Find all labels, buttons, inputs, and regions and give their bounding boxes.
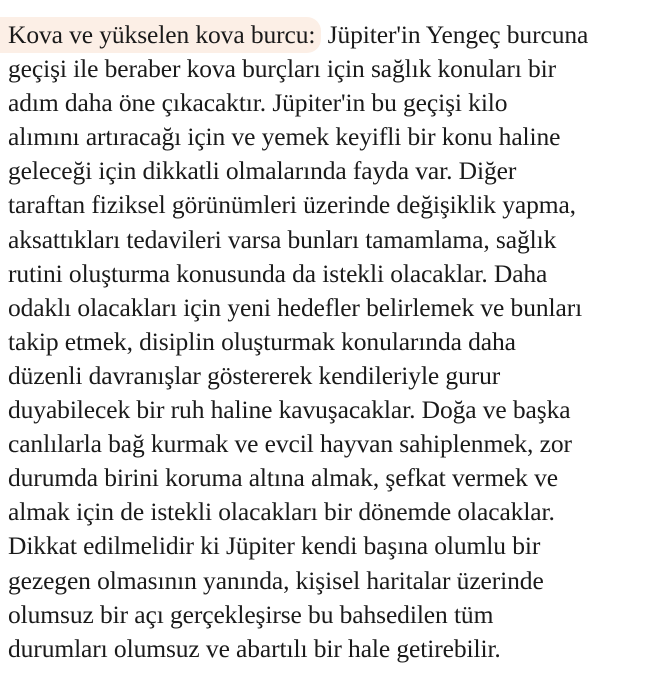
paragraph-line: geleceği için dikkatli olmalarında fayda var. Diğer <box>8 156 517 186</box>
paragraph-line: geçişi ile beraber kova burçları için sağlık konuları bir <box>8 54 557 84</box>
paragraph-line: almak için de istekli olacakları bir dönemde olacaklar. <box>8 497 555 527</box>
highlighted-heading: Kova ve yükselen kova burcu: <box>0 17 321 53</box>
paragraph-line-1 <box>8 18 648 52</box>
paragraph-line: durumda birini koruma altına almak, şefkat vermek ve <box>8 463 558 493</box>
paragraph-line: gezegen olmasının yanında, kişisel haritalar üzerinde <box>8 565 544 595</box>
paragraph-line: olumsuz bir açı gerçekleşirse bu bahsedilen tüm <box>8 599 494 629</box>
paragraph-line: duyabilecek bir ruh haline kavuşacaklar. Doğa ve başka <box>8 395 571 425</box>
article-paragraph <box>8 18 648 666</box>
paragraph-line: canlılarla bağ kurmak ve evcil hayvan sahiplenmek, zor <box>8 429 572 459</box>
paragraph-line: düzenli davranışlar göstererek kendileriyle gurur <box>8 360 501 390</box>
paragraph-line: durumları olumsuz ve abartılı bir hale getirebilir. <box>8 633 501 663</box>
paragraph-line: takip etmek, disiplin oluşturmak konularında daha <box>8 326 516 356</box>
paragraph-line: Dikkat edilmelidir ki Jüpiter kendi başına olumlu bir <box>8 531 541 561</box>
paragraph-line: alımını artıracağı için ve yemek keyifli bir konu haline <box>8 122 561 152</box>
paragraph-line: adım daha öne çıkacaktır. Jüpiter'in bu geçişi kilo <box>8 88 508 118</box>
paragraph-line: taraftan fiziksel görünümleri üzerinde değişiklik yapma, <box>8 190 576 220</box>
paragraph-line: rutini oluşturma konusunda da istekli olacaklar. Daha <box>8 258 548 288</box>
paragraph-line: aksattıkları tedavileri varsa bunları tamamlama, sağlık <box>8 224 557 254</box>
paragraph-line: odaklı olacakları için yeni hedefler belirlemek ve bunları <box>8 292 583 322</box>
first-line-text: Jüpiter'in Yengeç burcuna <box>321 20 589 49</box>
